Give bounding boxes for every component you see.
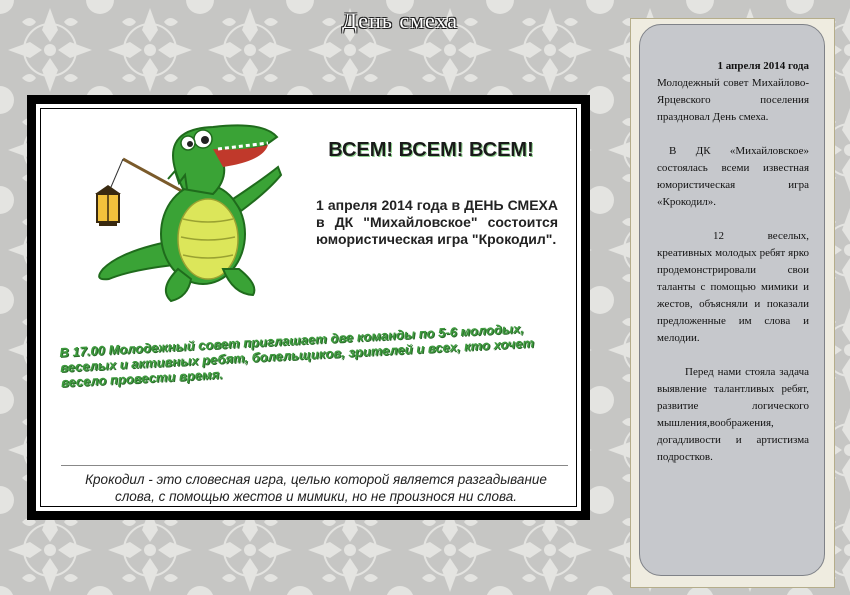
poster-invitation: В 17.00 Молодежный совет приглашает две команды по 5-6 молодых, веселых и активных ребят, болельщиков, зрителей и всех, кто хочет весело провести время. bbox=[59, 320, 535, 390]
sidebar-frame bbox=[630, 18, 835, 588]
page-title: День смеха bbox=[342, 8, 458, 33]
poster-footer: Крокодил - это словесная игра, целью которой является разгадывание слова, с помощью жестов и мимики, но не произнося ни слова. bbox=[85, 472, 547, 504]
poster-divider bbox=[61, 465, 568, 466]
sidebar-paragraph-2: В ДК «Михайловское» состоялась всеми известная юмористическая игра «Крокодил». bbox=[657, 145, 809, 208]
crocodile-illustration bbox=[63, 119, 283, 309]
sidebar-paragraph-4: Перед нами стояла задача выявление талантливых ребят, развитие логического мышления,воображения, догадливости и артистизма подростков. bbox=[657, 366, 809, 463]
sidebar-date: 1 апреля 2014 года bbox=[717, 60, 809, 72]
sidebar-paragraph-1: Молодежный совет Михайлово-Ярцевского поселения праздновал День смеха. bbox=[657, 77, 809, 123]
sidebar-panel bbox=[639, 24, 825, 576]
sidebar-text bbox=[657, 58, 809, 466]
poster-announcement: 1 апреля 2014 года в ДЕНЬ СМЕХА в ДК "Михайловское" состоится юмористическая игра "Крокодил". bbox=[316, 197, 558, 247]
poster-headline: ВСЕМ! ВСЕМ! ВСЕМ! bbox=[328, 139, 534, 161]
sidebar-paragraph-3: 12 веселых, креативных молодых ребят ярко продемонстрировали свои таланты с помощью мимики и жестов, объясняли и показали предложенные им слова и мелодии. bbox=[657, 230, 809, 344]
poster bbox=[27, 95, 590, 520]
